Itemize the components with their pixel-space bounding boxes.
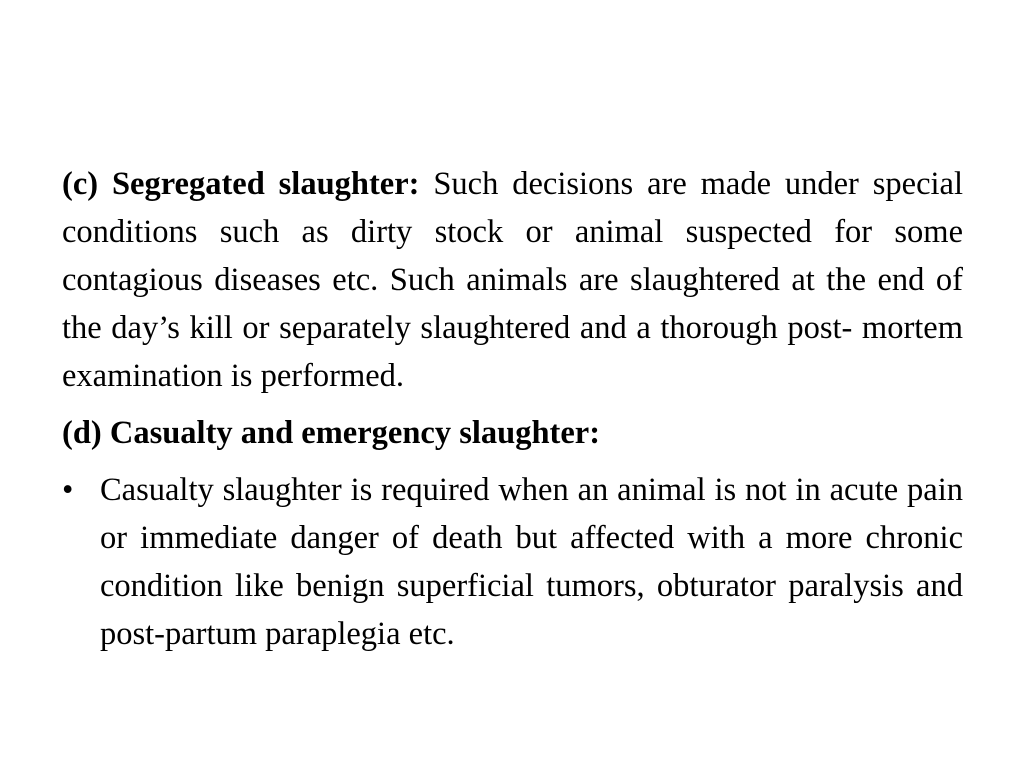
- bullet-list: [62, 466, 963, 658]
- heading-segregated-slaughter: (c) Segregated slaughter:: [62, 166, 420, 202]
- list-item-text: Casualty slaughter is required when an animal is not in acute pain or immediate danger of death but affected with a more chronic condition like benign superficial tumors, obturator paralysis and post-partum paraplegia etc.: [100, 472, 963, 652]
- segregated-slaughter-text: Such decisions are made under special conditions such as dirty stock or animal suspected for some contagious diseases etc. Such animals are slaughtered at the end of the day’s kill or separately slaughtered and a thorough post- mortem examination is performed.: [62, 166, 963, 394]
- bullet-icon: •: [62, 472, 74, 508]
- slide-content: [62, 160, 963, 658]
- heading-casualty-emergency-slaughter: (d) Casualty and emergency slaughter:: [62, 415, 601, 451]
- paragraph-segregated-slaughter: [62, 160, 963, 400]
- list-item: [62, 466, 963, 658]
